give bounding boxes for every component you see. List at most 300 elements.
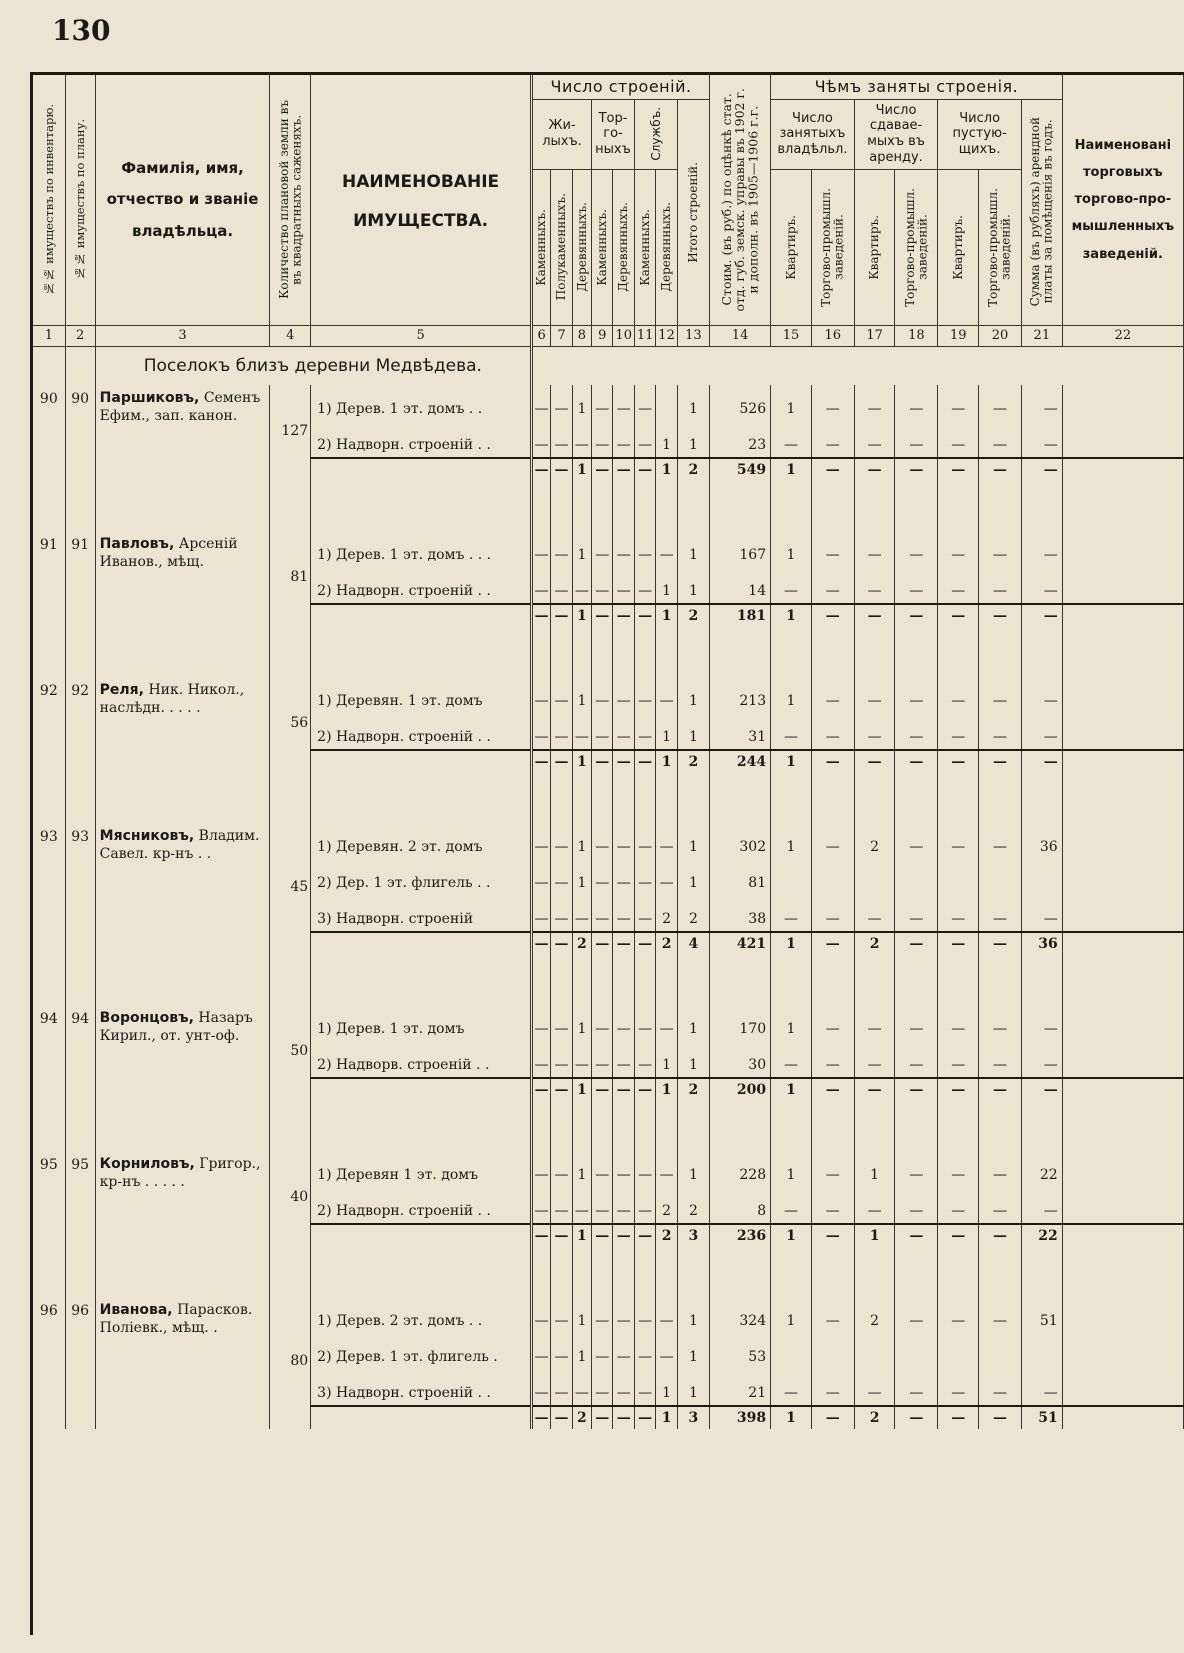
value-cell: 14	[710, 567, 771, 604]
total-cell: 1	[572, 1224, 591, 1247]
property-name: 2) Дер. 1 эт. флигель . .	[311, 859, 532, 895]
owner-name	[95, 385, 270, 481]
value-cell: 1	[656, 713, 677, 750]
total-cell: 2	[656, 1224, 677, 1247]
header-service: Службъ.	[634, 99, 677, 169]
total-cell: 200	[710, 1078, 771, 1101]
value-cell: —	[811, 1151, 854, 1187]
land-area: 45	[270, 823, 311, 955]
plan-number: 91	[65, 531, 95, 627]
property-line	[33, 1151, 1184, 1187]
value-cell: —	[811, 823, 854, 859]
value-cell: 324	[710, 1297, 771, 1333]
value-cell: —	[938, 385, 979, 421]
value-cell: 2	[656, 895, 677, 932]
owner-surname: Павловъ,	[99, 535, 175, 552]
total-cell: 1	[771, 750, 812, 773]
owner-rank: Поліевк., мѣщ. .	[99, 1319, 218, 1336]
value-cell: —	[811, 567, 854, 604]
trade-name-cell	[1062, 1297, 1183, 1333]
total-cell: —	[979, 604, 1022, 627]
column-number: 17	[854, 325, 895, 346]
header-c9: Каменныхъ.	[592, 169, 613, 325]
value-cell	[938, 859, 979, 895]
value-cell: —	[854, 895, 895, 932]
value-cell	[811, 1333, 854, 1369]
value-cell: 1	[771, 1151, 812, 1187]
total-cell: —	[811, 458, 854, 481]
trade-name-cell	[1062, 1151, 1183, 1187]
value-cell: 167	[710, 531, 771, 567]
value-cell: —	[551, 1187, 572, 1224]
column-number: 8	[572, 325, 591, 346]
value-cell: 228	[710, 1151, 771, 1187]
plan-number: 95	[65, 1151, 95, 1247]
value-cell: —	[613, 531, 634, 567]
header-occ-empty: Число пустую- щихъ.	[938, 99, 1022, 169]
total-cell: —	[613, 932, 634, 955]
value-cell: —	[613, 1333, 634, 1369]
page-number: 130	[52, 14, 111, 47]
value-cell: —	[979, 531, 1022, 567]
value-cell: —	[592, 1187, 613, 1224]
value-cell: —	[854, 1041, 895, 1078]
value-cell: —	[1021, 677, 1062, 713]
value-cell: —	[532, 567, 551, 604]
total-cell: —	[979, 1078, 1022, 1101]
inventory-number: 95	[33, 1151, 65, 1247]
header-rent-sum: Сумма (въ рубляхъ) арендной платы за помѣщенія въ годъ.	[1021, 99, 1062, 325]
header-c11: Каменныхъ.	[634, 169, 655, 325]
value-cell: —	[613, 859, 634, 895]
total-cell: —	[613, 1224, 634, 1247]
total-cell: 22	[1021, 1224, 1062, 1247]
property-name: 2) Надворв. строеній . .	[311, 1041, 532, 1078]
trade-name-cell	[1062, 458, 1183, 481]
total-cell: —	[811, 932, 854, 955]
total-cell: 2	[677, 458, 709, 481]
value-cell: 1	[771, 1005, 812, 1041]
value-cell: —	[634, 385, 655, 421]
value-cell: —	[771, 1187, 812, 1224]
value-cell: —	[811, 1369, 854, 1406]
value-cell: —	[613, 421, 634, 458]
total-cell: 236	[710, 1224, 771, 1247]
total-cell: 398	[710, 1406, 771, 1429]
section-title: Поселокъ близъ деревни Медвѣдева.	[95, 346, 531, 385]
value-cell: —	[532, 859, 551, 895]
column-number: 19	[938, 325, 979, 346]
value-cell: —	[811, 421, 854, 458]
header-valuation: Стоим. (въ руб.) по оцѣнкѣ стат. отд. губ. земск. управы въ 1902 г. и дополн. въ 1905—1906 г.г.	[710, 75, 771, 325]
value-cell: —	[1021, 1041, 1062, 1078]
spacer-row	[33, 481, 1184, 531]
trade-name-cell	[1062, 1078, 1183, 1101]
total-cell: —	[811, 750, 854, 773]
total-cell: —	[811, 604, 854, 627]
value-cell: —	[895, 823, 938, 859]
total-cell: —	[551, 1078, 572, 1101]
value-cell: —	[592, 1041, 613, 1078]
value-cell: —	[771, 567, 812, 604]
trade-name-cell	[1062, 1224, 1183, 1247]
value-cell: —	[592, 713, 613, 750]
property-name: 3) Надворн. строеній	[311, 895, 532, 932]
value-cell: —	[634, 895, 655, 932]
value-cell: 1	[656, 1369, 677, 1406]
land-area: 127	[270, 385, 311, 481]
owner-name	[95, 677, 270, 773]
total-cell: —	[613, 604, 634, 627]
value-cell: —	[656, 1151, 677, 1187]
total-cell: —	[634, 932, 655, 955]
property-line	[33, 1005, 1184, 1041]
value-cell: —	[634, 567, 655, 604]
total-cell: 181	[710, 604, 771, 627]
trade-name-cell	[1062, 750, 1183, 773]
value-cell: —	[656, 531, 677, 567]
value-cell: —	[592, 1005, 613, 1041]
value-cell: —	[811, 1297, 854, 1333]
property-name: 1) Дерев. 1 эт. домъ . . .	[311, 531, 532, 567]
value-cell: —	[634, 1369, 655, 1406]
inventory-number: 90	[33, 385, 65, 481]
value-cell: —	[811, 713, 854, 750]
value-cell: —	[771, 421, 812, 458]
trade-name-cell	[1062, 859, 1183, 895]
value-cell: —	[979, 1041, 1022, 1078]
value-cell: —	[979, 1005, 1022, 1041]
value-cell: 1	[656, 421, 677, 458]
value-cell: —	[634, 1333, 655, 1369]
total-cell: —	[811, 1224, 854, 1247]
total-cell: —	[551, 458, 572, 481]
value-cell: 1	[677, 385, 709, 421]
value-cell: —	[592, 1151, 613, 1187]
value-cell: —	[1021, 385, 1062, 421]
value-cell: —	[592, 823, 613, 859]
value-cell: —	[592, 1333, 613, 1369]
value-cell: —	[592, 385, 613, 421]
value-cell: 1	[572, 1151, 591, 1187]
total-cell: —	[551, 750, 572, 773]
plan-number: 96	[65, 1297, 95, 1429]
value-cell: —	[895, 421, 938, 458]
value-cell: 23	[710, 421, 771, 458]
value-cell: —	[532, 713, 551, 750]
total-cell: 1	[771, 932, 812, 955]
property-name: 3) Надворн. строеній . .	[311, 1369, 532, 1406]
column-number: 11	[634, 325, 655, 346]
value-cell: —	[592, 567, 613, 604]
value-cell: —	[979, 567, 1022, 604]
total-cell: —	[938, 1224, 979, 1247]
value-cell: 1	[677, 713, 709, 750]
value-cell: —	[613, 1297, 634, 1333]
inventory-number: 94	[33, 1005, 65, 1101]
trade-name-cell	[1062, 1005, 1183, 1041]
value-cell: —	[532, 421, 551, 458]
total-cell: —	[592, 458, 613, 481]
value-cell: 213	[710, 677, 771, 713]
total-cell: —	[854, 458, 895, 481]
property-name: 2) Надворн. строеній . .	[311, 421, 532, 458]
value-cell: 22	[1021, 1151, 1062, 1187]
spacer-row	[33, 1247, 1184, 1297]
trade-name-cell	[1062, 677, 1183, 713]
total-cell: 2	[572, 1406, 591, 1429]
value-cell: —	[895, 567, 938, 604]
trade-name-cell	[1062, 1333, 1183, 1369]
value-cell: —	[938, 713, 979, 750]
total-label-cell	[311, 458, 532, 481]
value-cell: —	[811, 895, 854, 932]
total-label-cell	[311, 1406, 532, 1429]
header-c17: Квартиръ.	[854, 169, 895, 325]
value-cell: —	[551, 713, 572, 750]
value-cell: —	[1021, 1005, 1062, 1041]
value-cell: —	[613, 895, 634, 932]
total-cell: —	[551, 1406, 572, 1429]
header-c19: Квартиръ.	[938, 169, 979, 325]
owner-surname: Корниловъ,	[99, 1155, 195, 1172]
total-cell: 1	[572, 458, 591, 481]
value-cell	[854, 1333, 895, 1369]
header-c16: Торгово-промышл. заведеній.	[811, 169, 854, 325]
value-cell: —	[551, 895, 572, 932]
total-cell: 2	[677, 1078, 709, 1101]
value-cell: —	[634, 1151, 655, 1187]
value-cell: —	[1021, 531, 1062, 567]
total-cell: —	[551, 1224, 572, 1247]
value-cell	[979, 1333, 1022, 1369]
value-cell	[854, 859, 895, 895]
spacer-row	[33, 627, 1184, 677]
header-c12: Деревянныхъ.	[656, 169, 677, 325]
column-number: 9	[592, 325, 613, 346]
owner-given: Григор.,	[199, 1155, 261, 1172]
value-cell: —	[771, 1041, 812, 1078]
value-cell: 30	[710, 1041, 771, 1078]
inventory-number: 91	[33, 531, 65, 627]
value-cell: 2	[656, 1187, 677, 1224]
value-cell: —	[895, 677, 938, 713]
total-cell: 1	[771, 458, 812, 481]
value-cell: 1	[677, 677, 709, 713]
value-cell: —	[771, 1369, 812, 1406]
value-cell: 1	[677, 1151, 709, 1187]
total-cell: 36	[1021, 932, 1062, 955]
value-cell: 81	[710, 859, 771, 895]
total-cell: —	[854, 750, 895, 773]
column-number: 16	[811, 325, 854, 346]
value-cell: —	[979, 1151, 1022, 1187]
column-number-row	[33, 325, 1184, 346]
total-cell: 1	[572, 1078, 591, 1101]
value-cell: —	[811, 1005, 854, 1041]
value-cell: 1	[677, 421, 709, 458]
header-c15: Квартиръ.	[771, 169, 812, 325]
header-total-buildings: Итого строеній.	[677, 99, 709, 325]
value-cell: —	[634, 531, 655, 567]
value-cell: 170	[710, 1005, 771, 1041]
header-c10: Деревянныхъ.	[613, 169, 634, 325]
land-area: 40	[270, 1151, 311, 1247]
header-inventory-no: №№ имуществъ по инвентарю.	[33, 75, 65, 325]
value-cell: —	[592, 1297, 613, 1333]
owner-name	[95, 531, 270, 627]
trade-name-cell	[1062, 385, 1183, 421]
plan-number: 90	[65, 385, 95, 481]
value-cell: —	[551, 1151, 572, 1187]
total-cell: 1	[656, 750, 677, 773]
total-cell: 244	[710, 750, 771, 773]
value-cell: —	[551, 823, 572, 859]
total-cell: 2	[656, 932, 677, 955]
total-cell: 1	[572, 750, 591, 773]
value-cell: —	[979, 1369, 1022, 1406]
value-cell: —	[1021, 1187, 1062, 1224]
value-cell: 526	[710, 385, 771, 421]
header-occupancy: Чѣмъ заняты строенія.	[771, 75, 1063, 99]
value-cell	[771, 1333, 812, 1369]
column-number: 14	[710, 325, 771, 346]
total-cell: —	[979, 458, 1022, 481]
header-c6: Каменныхъ.	[532, 169, 551, 325]
value-cell: 51	[1021, 1297, 1062, 1333]
owner-rank: Савел. кр-нъ . .	[99, 845, 212, 862]
value-cell: —	[592, 421, 613, 458]
owner-name	[95, 1297, 270, 1429]
total-cell: —	[592, 932, 613, 955]
total-label-cell	[311, 604, 532, 627]
total-cell: —	[532, 1406, 551, 1429]
value-cell: —	[854, 421, 895, 458]
value-cell: 1	[572, 385, 591, 421]
owner-given: Семенъ	[203, 389, 261, 406]
value-cell: —	[938, 1005, 979, 1041]
value-cell: —	[854, 567, 895, 604]
value-cell: 2	[854, 1297, 895, 1333]
value-cell: —	[613, 823, 634, 859]
value-cell: —	[551, 1369, 572, 1406]
total-cell: —	[634, 1406, 655, 1429]
owner-given: Парасков.	[177, 1301, 253, 1318]
value-cell: —	[1021, 713, 1062, 750]
property-line	[33, 531, 1184, 567]
total-cell: 3	[677, 1406, 709, 1429]
column-number: 13	[677, 325, 709, 346]
trade-name-cell	[1062, 604, 1183, 627]
value-cell: —	[854, 531, 895, 567]
value-cell: —	[613, 1151, 634, 1187]
total-cell: —	[592, 1078, 613, 1101]
column-number: 20	[979, 325, 1022, 346]
column-number: 10	[613, 325, 634, 346]
total-label-cell	[311, 1078, 532, 1101]
total-cell: —	[854, 604, 895, 627]
total-cell: —	[938, 750, 979, 773]
column-number: 2	[65, 325, 95, 346]
owner-name	[95, 1005, 270, 1101]
total-cell: 1	[771, 1224, 812, 1247]
value-cell: —	[634, 713, 655, 750]
value-cell: —	[854, 1369, 895, 1406]
header-owner: Фамилія, имя, отчество и званіе владѣльца.	[95, 75, 270, 325]
total-cell: —	[532, 1078, 551, 1101]
total-cell: 4	[677, 932, 709, 955]
property-name: 1) Деревян. 2 эт. домъ	[311, 823, 532, 859]
property-line	[33, 1297, 1184, 1333]
value-cell: —	[634, 1187, 655, 1224]
property-line	[33, 677, 1184, 713]
value-cell: —	[895, 1369, 938, 1406]
property-name: 1) Дерев. 2 эт. домъ . .	[311, 1297, 532, 1333]
trade-name-cell	[1062, 1041, 1183, 1078]
value-cell	[656, 385, 677, 421]
total-cell: —	[979, 750, 1022, 773]
ledger-body	[33, 325, 1184, 1429]
value-cell: 1	[677, 1369, 709, 1406]
total-cell: —	[634, 750, 655, 773]
total-cell: —	[613, 458, 634, 481]
total-cell: —	[938, 458, 979, 481]
total-cell: 1	[771, 1078, 812, 1101]
owner-given: Назаръ	[198, 1009, 253, 1026]
value-cell: —	[613, 1005, 634, 1041]
header-buildings-count: Число строеній.	[532, 75, 710, 99]
trade-name-cell	[1062, 567, 1183, 604]
value-cell: —	[1021, 567, 1062, 604]
total-cell: —	[592, 1406, 613, 1429]
spacer-row	[33, 955, 1184, 1005]
value-cell: —	[532, 895, 551, 932]
column-number: 18	[895, 325, 938, 346]
value-cell: —	[979, 385, 1022, 421]
value-cell: —	[532, 1333, 551, 1369]
value-cell: —	[895, 1151, 938, 1187]
value-cell: —	[938, 531, 979, 567]
value-cell: 1	[854, 1151, 895, 1187]
value-cell	[771, 859, 812, 895]
total-label-cell	[311, 750, 532, 773]
total-cell: —	[811, 1078, 854, 1101]
value-cell: 1	[771, 531, 812, 567]
total-cell: 2	[677, 750, 709, 773]
trade-name-cell	[1062, 531, 1183, 567]
total-cell: 51	[1021, 1406, 1062, 1429]
value-cell: —	[811, 1041, 854, 1078]
total-cell: —	[634, 1224, 655, 1247]
value-cell: —	[854, 1187, 895, 1224]
value-cell: —	[634, 1297, 655, 1333]
value-cell: —	[613, 567, 634, 604]
column-number: 15	[771, 325, 812, 346]
value-cell: 1	[771, 823, 812, 859]
value-cell: —	[938, 1187, 979, 1224]
value-cell: —	[613, 1369, 634, 1406]
value-cell: —	[532, 531, 551, 567]
value-cell	[811, 859, 854, 895]
value-cell	[1021, 859, 1062, 895]
value-cell: —	[551, 567, 572, 604]
value-cell: —	[895, 713, 938, 750]
total-cell: 1	[656, 458, 677, 481]
inventory-number: 92	[33, 677, 65, 773]
total-cell: —	[532, 750, 551, 773]
value-cell: —	[592, 1369, 613, 1406]
total-cell: 1	[771, 604, 812, 627]
